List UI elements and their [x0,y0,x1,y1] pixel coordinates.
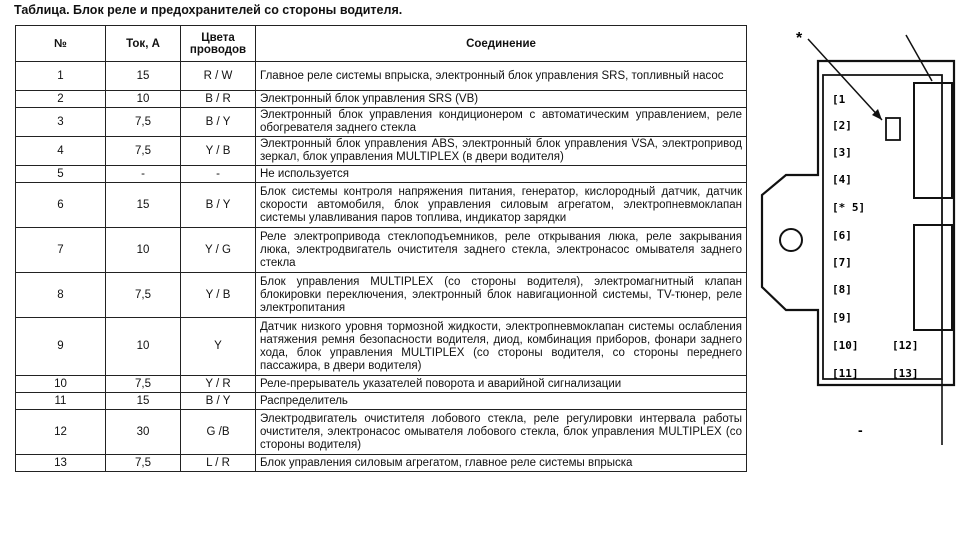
fuse-number-cell: 4 [16,137,106,166]
fuse-slot-label: [4] [832,173,852,186]
header-wire-colors: Цвета проводов [181,26,256,62]
fuse-current-cell: 10 [106,318,181,376]
fuse-current-cell: 15 [106,183,181,228]
fuse-current-cell: 10 [106,91,181,108]
fuse-slot-label: [6] [832,229,852,242]
fuse-number-cell: 1 [16,62,106,91]
header-connection: Соединение [256,26,747,62]
relay-upper [914,83,952,198]
table-row [16,108,747,137]
wire-color-cell: Y / B [181,273,256,318]
table-row [16,228,747,273]
connection-cell: Электронный блок управления SRS (VB) [256,91,747,108]
fuse-slot-label: [9] [832,311,852,324]
connection-cell: Не используется [256,166,747,183]
wire-color-cell: B / Y [181,393,256,410]
table-row [16,273,747,318]
table-row [16,166,747,183]
fuse-slot-label: [2] [832,119,852,132]
fuse-slot-label: [7] [832,256,852,269]
connection-cell: Реле-прерыватель указателей поворота и аварийной сигнализации [256,376,747,393]
wire-color-cell: Y / G [181,228,256,273]
header-number: № [16,26,106,62]
fuse-current-cell: 10 [106,228,181,273]
fuse-number-cell: 12 [16,410,106,455]
fuse-slot-label: [10] [832,339,859,352]
table-caption: Таблица. Блок реле и предохранителей со стороны водителя. [14,3,403,17]
wire-color-cell: Y [181,318,256,376]
fuse-number-cell: 6 [16,183,106,228]
wire-color-cell: R / W [181,62,256,91]
table-row [16,410,747,455]
wire-color-cell: Y / R [181,376,256,393]
table-row [16,393,747,410]
connection-cell: Блок управления MULTIPLEX (со стороны водителя), электромагнитный клапан блокировки переключения, электронный блок навигационной системы, TV-тюнер, реле электропитания [256,273,747,318]
fuse-number-cell: 7 [16,228,106,273]
connection-cell: Электронный блок управления кондиционером с автоматическим управлением, реле обогревателя заднего стекла [256,108,747,137]
fuse-number-cell: 13 [16,455,106,472]
connection-cell: Электронный блок управления ABS, электронный блок управления VSA, электропривод зеркал, блок управления MULTIPLEX (в двери водителя) [256,137,747,166]
fuse-slot-label: [1 [832,93,846,106]
table-row [16,455,747,472]
table-row [16,318,747,376]
fuse-current-cell: 7,5 [106,108,181,137]
header-current: Ток, А [106,26,181,62]
wire-color-cell: Y / B [181,137,256,166]
fuse-number-cell: 10 [16,376,106,393]
small-relay [886,118,900,140]
fuse-slot-label: [13] [892,367,919,380]
fuse-slot-label: [* 5] [832,201,866,214]
bottom-mark: - [858,422,863,438]
connection-cell: Блок управления силовым агрегатом, главное реле системы впрыска [256,455,747,472]
fuse-current-cell: 15 [106,62,181,91]
fuse-number-cell: 11 [16,393,106,410]
wire-color-cell: B / Y [181,108,256,137]
table-row [16,376,747,393]
fuse-number-cell: 5 [16,166,106,183]
wire-color-cell: B / Y [181,183,256,228]
connection-cell: Главное реле системы впрыска, электронный блок управления SRS, топливный насос [256,62,747,91]
fuse-number-cell: 8 [16,273,106,318]
connection-cell: Распределитель [256,393,747,410]
wire-color-cell: B / R [181,91,256,108]
fuse-number-cell: 2 [16,91,106,108]
connection-cell: Электродвигатель очистителя лобового стекла, реле регулировки интервала работы очистителя, электронасос омывателя лобового стекла, блок управления MULTIPLEX (со стороны водителя) [256,410,747,455]
fuse-current-cell: 7,5 [106,137,181,166]
housing-outline [762,61,954,385]
connection-cell: Реле электропривода стеклоподъемников, реле открывания люка, реле закрывания люка, электродвигатель очистителя заднего стекла, электронасос омывателя заднего стекла [256,228,747,273]
fuse-number-cell: 3 [16,108,106,137]
relay-lower [914,225,952,330]
mounting-hole-icon [780,229,802,251]
fuse-slot-label: [8] [832,283,852,296]
callout-star: * [796,30,803,47]
fuse-box-diagram [760,25,956,530]
wire-color-cell: L / R [181,455,256,472]
table-row [16,183,747,228]
wire-color-cell: - [181,166,256,183]
fuse-current-cell: 7,5 [106,376,181,393]
fuse-current-cell: - [106,166,181,183]
fuse-current-cell: 15 [106,393,181,410]
fuse-current-cell: 30 [106,410,181,455]
fuse-slot-label: [12] [892,339,919,352]
fuse-number-cell: 9 [16,318,106,376]
table-row [16,62,747,91]
table-row [16,137,747,166]
fuse-table [15,25,747,472]
connection-cell: Блок системы контроля напряжения питания, генератор, кислородный датчик, датчик скорости автомобиля, блок управления силовым агрегатом, электропневмоклапан системы улавливания паров топлива, индикатор зарядки [256,183,747,228]
table-row [16,91,747,108]
fuse-slot-label: [11] [832,367,859,380]
connection-cell: Датчик низкого уровня тормозной жидкости, электропневмоклапан системы ослабления натяжения ремня безопасности водителя, диод, комбинация приборов, фонари заднего хода, блок управления MULTIPLEX (со стороны водителя, со стороны переднего пассажира, в двери водителя) [256,318,747,376]
fuse-current-cell: 7,5 [106,273,181,318]
fuse-slot-label: [3] [832,146,852,159]
wire-color-cell: G /B [181,410,256,455]
fuse-current-cell: 7,5 [106,455,181,472]
